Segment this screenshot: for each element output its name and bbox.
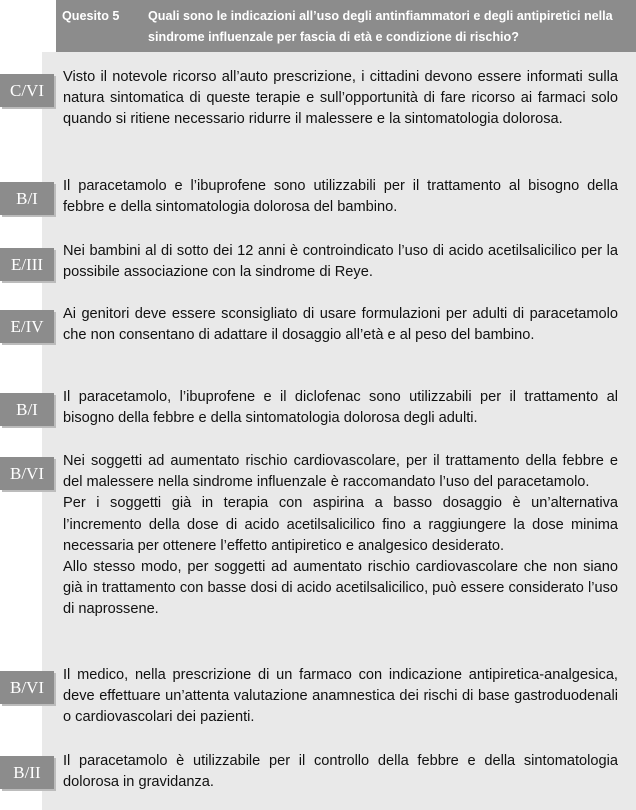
recommendation-paragraph: Il paracetamolo e l’ibuprofene sono utilizzabili per il trattamento al bisogno della febbre e della sintomatologia dolorosa del bambino. bbox=[63, 178, 618, 216]
recommendation-paragraph: Il paracetamolo, l’ibuprofene e il diclofenac sono utilizzabili per il trattamento al bisogno della febbre e della sintomatologia dolorosa degli adulti. bbox=[63, 389, 618, 427]
recommendation-paragraph: Il paracetamolo è utilizzabile per il controllo della febbre e della sintomatologia dolorosa in gravidanza. bbox=[63, 753, 618, 791]
question-header bbox=[56, 0, 636, 52]
recommendation-paragraph: Allo stesso modo, per soggetti ad aumentato rischio cardiovascolare che non siano già in trattamento con basse dosi di acido acetilsalicilico, può essere considerato l’uso di naprossene. bbox=[63, 559, 618, 618]
grade-badge: B/II bbox=[0, 756, 54, 789]
recommendation-text bbox=[63, 304, 618, 346]
grade-badge: E/IV bbox=[0, 310, 54, 343]
recommendation-paragraph: Nei soggetti ad aumentato rischio cardiovascolare, per il trattamento della febbre e del malessere nella sindrome influenzale è raccomandato l’uso del paracetamolo. bbox=[63, 453, 618, 491]
recommendation-text bbox=[63, 176, 618, 218]
recommendation-paragraph: Il medico, nella prescrizione di un farmaco con indicazione antipiretica-analgesica, deve effettuare un’attenta valutazione anamnestica dei rischi di base gastroduodenali o cardiovascolari dei pazienti. bbox=[63, 667, 618, 726]
question-text: Quali sono le indicazioni all’uso degli antinfiammatori e degli antipiretici nella sindrome influenzale per fascia di età e condizione di rischio? bbox=[148, 9, 613, 44]
recommendation-paragraph: Nei bambini al di sotto dei 12 anni è controindicato l’uso di acido acetilsalicilico per la possibile associazione con la sindrome di Reye. bbox=[63, 243, 618, 281]
grade-badge: B/I bbox=[0, 393, 54, 426]
question-number: Quesito 5 bbox=[62, 9, 120, 23]
recommendation-paragraph: Ai genitori deve essere sconsigliato di usare formulazioni per adulti di paracetamolo che non consentano di adattare il dosaggio all’età e al peso del bambino. bbox=[63, 306, 618, 344]
recommendation-text bbox=[63, 67, 618, 131]
recommendation-text bbox=[63, 241, 618, 283]
grade-badge: B/I bbox=[0, 182, 54, 215]
recommendation-text bbox=[63, 665, 618, 729]
recommendation-paragraph: Per i soggetti già in terapia con aspirina a basso dosaggio è un’alternativa l’incremento della dose di acido acetilsalicilico fino a raggiungere la dose minima necessaria per ottenere l’effetto antipiretico e analgesico desiderato. bbox=[63, 495, 618, 554]
grade-badge: C/VI bbox=[0, 74, 54, 107]
recommendation-text bbox=[63, 387, 618, 429]
recommendation-text bbox=[63, 751, 618, 793]
recommendation-text bbox=[63, 451, 618, 621]
grade-badge: B/VI bbox=[0, 457, 54, 490]
grade-badge: E/III bbox=[0, 248, 54, 281]
recommendation-paragraph: Visto il notevole ricorso all’auto prescrizione, i cittadini devono essere informati sulla natura sintomatica di queste terapie e sull’opportunità di fare ricorso ai farmaci solo quando si ritiene necessario ridurre il malessere e la sintomatologia dolorosa. bbox=[63, 69, 618, 128]
grade-badge: B/VI bbox=[0, 671, 54, 704]
